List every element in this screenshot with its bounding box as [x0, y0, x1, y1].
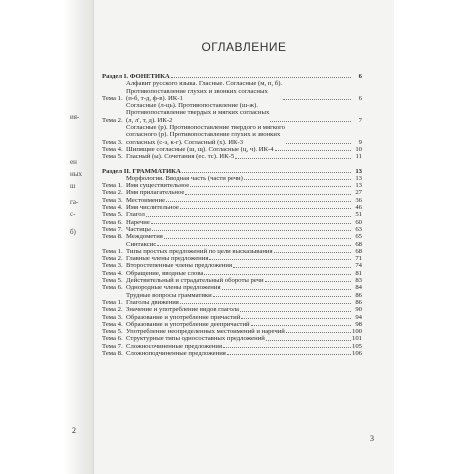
page-ref: 68 [355, 240, 362, 248]
topic-title-line: Обращение, вводные слова [126, 269, 204, 277]
topic-title-lines [126, 277, 264, 284]
page-ref: 81 [355, 269, 362, 277]
topic-title-line: Имя прилагательное [126, 189, 185, 197]
dot-leader [171, 77, 351, 78]
subsection-title [126, 292, 352, 299]
subsection-title-text: Морфология. Вводная часть (части речи) [126, 174, 243, 182]
topic-title-line: Образование и употребление деепричастий [126, 320, 250, 328]
dot-leader [209, 259, 351, 260]
topic-title [126, 233, 352, 240]
page-ref: 83 [355, 277, 362, 285]
table-of-contents [102, 70, 362, 357]
section-title-text: Раздел II. ГРАММАТИКА [102, 167, 181, 175]
topic-title [126, 255, 352, 262]
topic-title-line: Согласные (р). Противопоставление твердого и мягкого [126, 124, 285, 132]
page-ref: 106 [351, 349, 362, 357]
dot-leader [240, 311, 351, 312]
page-ref: 84 [355, 284, 362, 292]
topic-label: Тема 2. [102, 306, 123, 314]
subsection-title-text: Синтаксис [126, 240, 157, 248]
topic-title-lines [126, 189, 184, 196]
dot-leader [286, 143, 351, 144]
topic-title-line: Алфавит русского языка. Гласные. Согласные (м, п, б). [126, 80, 283, 88]
topic-title [126, 314, 352, 321]
topic-title [126, 270, 352, 277]
section-title [102, 168, 352, 175]
left-page-fragment: б) [70, 228, 76, 236]
topic-title [126, 226, 352, 233]
topic-title-lines [126, 306, 239, 313]
topic-title-line: Глагол [126, 211, 145, 219]
dot-leader [222, 289, 351, 290]
dot-leader [233, 267, 351, 268]
topic-title-line: Местоимение [126, 196, 166, 204]
subsection-title-text: Трудные вопросы грамматики [126, 291, 212, 299]
page-ref: 63 [355, 225, 362, 233]
topic-title [126, 306, 352, 313]
topic-title [126, 321, 352, 328]
dot-leader [182, 172, 351, 173]
topic-title [126, 124, 352, 146]
topic-title [126, 277, 352, 284]
dot-leader [180, 303, 351, 304]
page-ref: 101 [351, 335, 362, 343]
topic-title [126, 102, 352, 124]
topic-title-lines [126, 299, 179, 306]
topic-label: Тема 3. [102, 138, 123, 146]
section-gap [102, 161, 362, 165]
page-ref: 13 [355, 174, 362, 182]
toc-entry [102, 233, 362, 240]
page-ref: 86 [355, 298, 362, 306]
topic-title-line: (п-б, т-д, ф-в). ИК-1 [126, 94, 183, 102]
topic-title-line: Междометия [126, 233, 163, 241]
left-page-fragment: ш [70, 182, 76, 190]
left-page-fragment: ен [70, 158, 77, 166]
topic-title-line: Употребление неопределенных местоимений и наречий [126, 328, 285, 336]
toc-entry [102, 299, 362, 306]
toc-entry [102, 284, 362, 291]
topic-label: Тема 2. [102, 189, 123, 197]
topic-title-line: Образование и употребление причастий [126, 313, 241, 321]
section-title-text: Раздел I. ФОНЕТИКА [102, 73, 170, 80]
topic-title-lines [126, 219, 150, 226]
topic-title-lines [126, 197, 165, 204]
topic-title [126, 189, 352, 196]
topic-title [126, 182, 352, 189]
topic-title [126, 219, 352, 226]
topic-title [126, 335, 352, 342]
dot-leader [275, 150, 351, 151]
topic-title-lines [126, 124, 285, 146]
topic-label: Тема 5. [102, 277, 123, 285]
topic-label: Тема 1. [102, 247, 123, 255]
topic-title-line: Действительный и страдательный обороты речи [126, 277, 264, 285]
dot-leader [185, 194, 351, 195]
toc-entry [102, 189, 362, 196]
topic-title-line: Частицы [126, 225, 151, 233]
topic-label: Тема 5. [102, 328, 123, 336]
dot-leader [227, 354, 351, 355]
toc-entry [102, 277, 362, 284]
dot-leader [235, 158, 351, 159]
page-ref: 6 [358, 73, 362, 80]
dot-leader [270, 121, 351, 122]
page-ref: 46 [355, 204, 362, 212]
toc-entry [102, 80, 362, 102]
toc-entry [102, 328, 362, 335]
topic-label: Тема 2. [102, 116, 123, 124]
topic-title-line: Противопоставление твердых и мягких согласных [126, 109, 270, 117]
toc-entry [102, 248, 362, 255]
topic-title-line: Второстепенные члены предложения [126, 262, 233, 270]
topic-title [126, 299, 352, 306]
page-ref: 13 [355, 167, 362, 175]
topic-title-lines [126, 248, 273, 255]
topic-title-line: Гласный (ы). Сочетания (ес. тс). ИК-5 [126, 153, 235, 161]
toc-entry [102, 204, 362, 211]
dot-leader [152, 230, 351, 231]
subsection-title [126, 241, 352, 248]
toc-entry [102, 343, 362, 350]
topic-label: Тема 2. [102, 255, 123, 263]
topic-title-line: Имя существительное [126, 182, 190, 190]
topic-title [126, 343, 352, 350]
topic-title [126, 328, 352, 335]
toc-entry [102, 102, 362, 124]
topic-label: Тема 1. [102, 94, 123, 102]
page-ref: 27 [355, 189, 362, 197]
toc-entry [102, 306, 362, 313]
topic-title-line: Наречие [126, 218, 150, 226]
dot-leader [151, 223, 351, 224]
topic-label: Тема 4. [102, 145, 123, 153]
topic-label: Тема 7. [102, 225, 123, 233]
toc-entry [102, 321, 362, 328]
topic-title-line: Противопоставление глухих и звонких согласных [126, 87, 268, 95]
dot-leader [251, 325, 351, 326]
topic-title-line: Имя числительное [126, 204, 179, 212]
page-ref: 90 [355, 306, 362, 314]
dot-leader [274, 252, 351, 253]
toc-entry [102, 168, 362, 175]
toc-entry [102, 270, 362, 277]
toc-entry [102, 241, 362, 248]
toc-entry [102, 175, 362, 182]
dot-leader [244, 179, 351, 180]
topic-title [126, 146, 352, 153]
topic-title-lines [126, 270, 203, 277]
toc-entry [102, 182, 362, 189]
dot-leader [286, 332, 351, 333]
topic-label: Тема 6. [102, 284, 123, 292]
topic-title-lines [126, 80, 282, 102]
toc-entry [102, 292, 362, 299]
page-ref: 68 [355, 247, 362, 255]
topic-label: Тема 5. [102, 153, 123, 161]
page-ref: 105 [351, 342, 362, 350]
toc-entry [102, 335, 362, 342]
left-page-fragment: ных [70, 170, 82, 178]
toc-entry [102, 211, 362, 218]
dot-leader [180, 208, 351, 209]
topic-title-line: Глаголы движения [126, 298, 179, 306]
topic-title-lines [126, 335, 265, 342]
page-number: 3 [370, 434, 374, 443]
dot-leader [241, 318, 351, 319]
topic-title-line: Однородные члены предложения [126, 284, 221, 292]
page-ref: 9 [358, 138, 362, 146]
topic-title-lines [126, 153, 234, 160]
topic-title-lines [126, 204, 179, 211]
page-ref: 6 [358, 94, 362, 102]
topic-label: Тема 4. [102, 269, 123, 277]
topic-title-lines [126, 102, 269, 124]
topic-title-line: Сложносочиненные предложения [126, 342, 223, 350]
page-ref: 98 [355, 320, 362, 328]
topic-title-line: Шипящие согласные (ш, щ). Согласные (ц, ч). ИК-4 [126, 145, 274, 153]
topic-title-lines [126, 146, 274, 153]
page-title: ОГЛАВЛЕНИЕ [201, 40, 287, 54]
toc-entry [102, 153, 362, 160]
dot-leader [164, 238, 351, 239]
topic-label: Тема 4. [102, 320, 123, 328]
topic-title [126, 80, 352, 102]
page-ref: 86 [355, 291, 362, 299]
page-ref: 10 [355, 145, 362, 153]
page-ref: 100 [351, 328, 362, 336]
toc-entry [102, 124, 362, 146]
page-ref: 36 [355, 196, 362, 204]
left-page-fragment: га- [70, 198, 79, 206]
topic-title-lines [126, 314, 240, 321]
topic-title-lines [126, 226, 151, 233]
topic-label: Тема 8. [102, 233, 123, 241]
topic-title-line: Типы простых предложений по цели высказывания [126, 247, 273, 255]
topic-title [126, 204, 352, 211]
topic-title-line: (л, л', т, д). ИК-2 [126, 116, 173, 124]
toc-entry [102, 262, 362, 269]
topic-label: Тема 4. [102, 204, 123, 212]
topic-title [126, 350, 352, 357]
toc-entry [102, 73, 362, 80]
toc-entry [102, 197, 362, 204]
topic-title-lines [126, 233, 163, 240]
topic-title [126, 211, 352, 218]
topic-title-lines [126, 262, 232, 269]
dot-leader [157, 245, 351, 246]
book-gutter [64, 0, 94, 474]
toc-entry [102, 255, 362, 262]
topic-label: Тема 7. [102, 342, 123, 350]
topic-title [126, 197, 352, 204]
topic-title-line: Значение и употребление видов глагола [126, 306, 239, 314]
topic-label: Тема 5. [102, 211, 123, 219]
topic-title-lines [126, 284, 221, 291]
section-title [102, 73, 352, 80]
dot-leader [223, 347, 351, 348]
toc-entry [102, 314, 362, 321]
dot-leader [166, 201, 351, 202]
page-ref: 74 [355, 262, 362, 270]
dot-leader [146, 216, 351, 217]
dot-leader [204, 274, 351, 275]
topic-label: Тема 6. [102, 335, 123, 343]
topic-label: Тема 3. [102, 313, 123, 321]
dot-leader [266, 340, 351, 341]
topic-label: Тема 8. [102, 349, 123, 357]
topic-title-line: Главные члены предложения [126, 255, 209, 263]
topic-label: Тема 3. [102, 196, 123, 204]
page-ref: 71 [355, 255, 362, 263]
topic-title-line: согласного (р). Противопоставление глухих и звонких [126, 131, 281, 139]
topic-label: Тема 1. [102, 298, 123, 306]
topic-title [126, 248, 352, 255]
topic-title-lines [126, 255, 208, 262]
topic-title-line: Сложноподчиненные предложения [126, 349, 226, 357]
toc-entry [102, 226, 362, 233]
topic-title-lines [126, 211, 145, 218]
topic-label: Тема 1. [102, 182, 123, 190]
topic-title-lines [126, 321, 250, 328]
toc-entry [102, 219, 362, 226]
topic-title-line: Структурные типы односоставных предложений [126, 335, 265, 343]
topic-title [126, 262, 352, 269]
topic-title-lines [126, 350, 226, 357]
page-ref: 65 [355, 233, 362, 241]
topic-title-lines [126, 343, 222, 350]
topic-title-lines [126, 328, 285, 335]
page-ref: 51 [355, 211, 362, 219]
dot-leader [213, 296, 351, 297]
topic-title [126, 284, 352, 291]
topic-title-line: согласных (с-з, к-г). Согласный (х). ИК-3 [126, 138, 244, 146]
topic-title-line: Согласные (л-ць). Противопоставление (ш-ж). [126, 102, 258, 110]
toc-entry [102, 146, 362, 153]
topic-title-lines [126, 182, 189, 189]
dot-leader [190, 186, 351, 187]
page-ref: 60 [355, 218, 362, 226]
toc-entry [102, 350, 362, 357]
topic-title [126, 153, 352, 160]
topic-label: Тема 3. [102, 262, 123, 270]
page-ref: 11 [355, 153, 362, 161]
page-ref: 94 [355, 313, 362, 321]
topic-label: Тема 6. [102, 218, 123, 226]
left-page-fragment: с- [70, 210, 76, 218]
left-page-fragment: ия- [70, 113, 80, 121]
left-page-number: 2 [72, 426, 76, 435]
page-ref: 13 [355, 182, 362, 190]
dot-leader [283, 99, 351, 100]
page-ref: 7 [358, 116, 362, 124]
subsection-title [126, 175, 352, 182]
dot-leader [265, 281, 351, 282]
